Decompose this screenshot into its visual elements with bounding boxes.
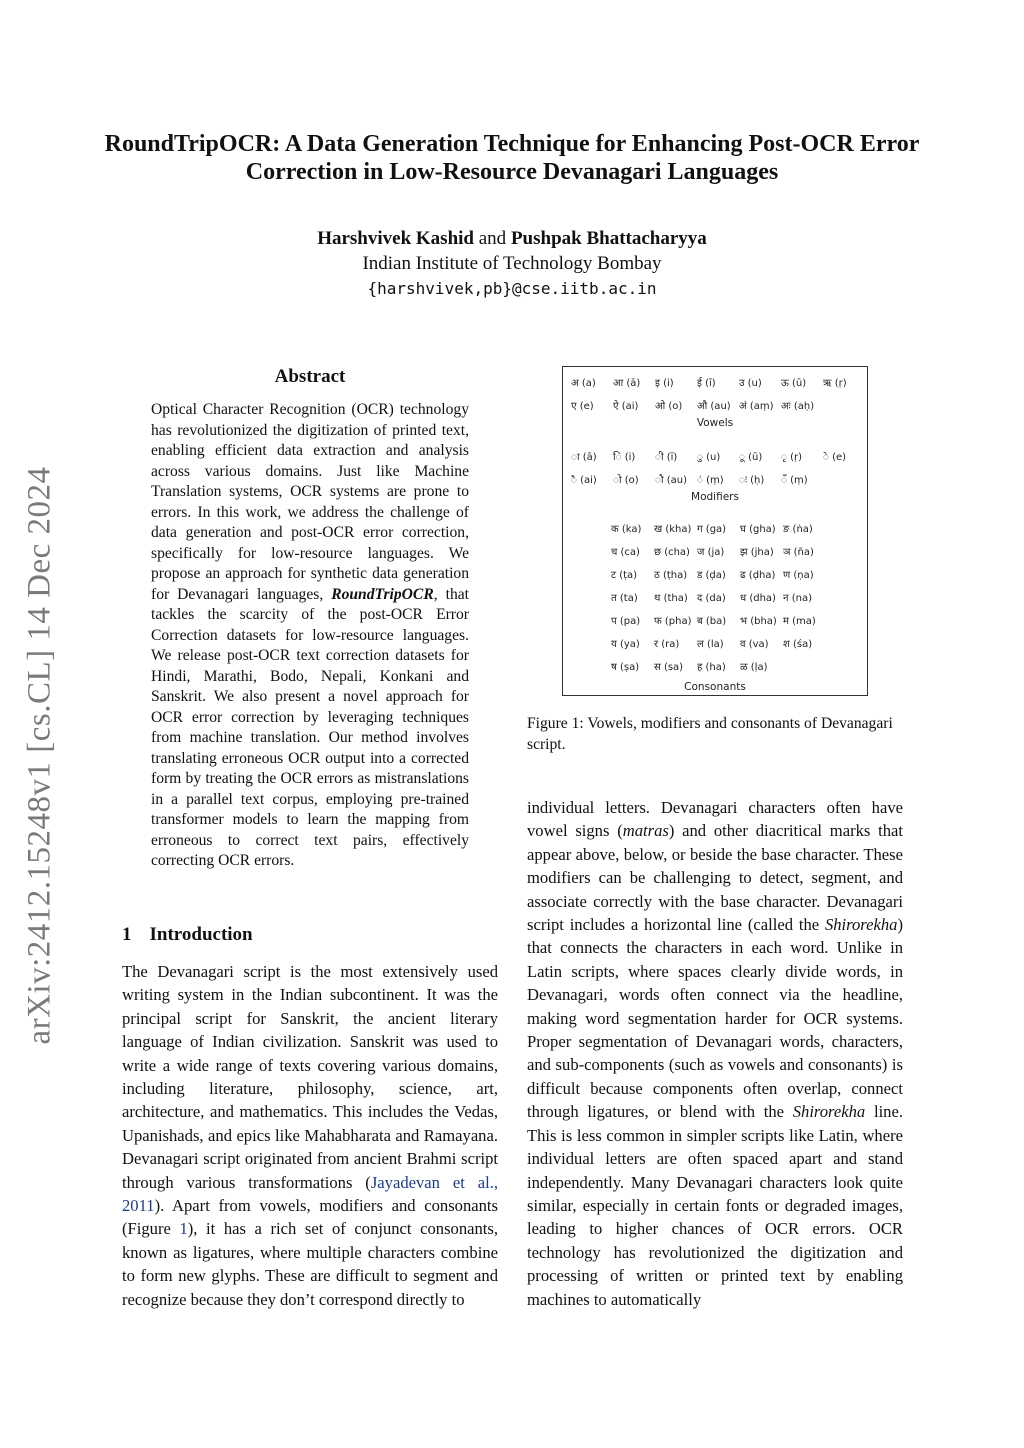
vowel-cell: अः (aḥ): [781, 401, 815, 412]
affiliation: Indian Institute of Technology Bombay: [362, 253, 662, 274]
consonant-cell: फ (pha): [654, 616, 692, 627]
paper-title: RoundTripOCR: A Data Generation Technique for Enhancing Post-OCR Error Correction in Low-Resource Devanagari Languages: [104, 131, 920, 185]
vowel-cell: ऊ (ū): [781, 378, 807, 389]
consonant-cell: ढ (ḍha): [740, 570, 776, 581]
citation-link[interactable]: Jayadevan et al., 2011: [122, 1172, 498, 1216]
abstract-body: Optical Character Recognition (OCR) technology has revolutionized the digitization of printed text, enabling efficient data extraction and analysis across various domains. Just like Machine Translation systems, OCR systems are prone to errors. In this work, we address the challenge of data generation and post-OCR error correction, specifically for low-resource languages. We propose an approach for synthetic data generation for Devanagari languages, RoundTripOCR, that tackles the scarcity of the post-OCR Error Correction datasets for low-resource languages. We release post-OCR text correction datasets for Hindi, Marathi, Bodo, Nepali, Konkani and Sanskrit. We also present a novel approach for OCR error correction by leveraging techniques from machine translation. Our method involves translating erroneous OCR output into a corrected form by treating the OCR errors as mistranslations in a parallel text corpus, employing pre-trained transformer models to learn the mapping from erroneous to correct text pairs, effectively correcting OCR errors.: [151, 401, 469, 869]
modifier-cell: ु (u): [697, 452, 721, 463]
consonant-cell: च (ca): [611, 547, 640, 558]
consonant-cell: ग (ga): [697, 524, 727, 535]
modifier-cell: ः (ḥ): [739, 475, 765, 486]
consonant-cell: ल (la): [697, 639, 724, 650]
consonant-cell: ब (ba): [697, 616, 727, 627]
modifier-cell: े (e): [823, 452, 847, 463]
author-conjunction: and: [478, 228, 507, 249]
consonant-cell: ष (ṣa): [611, 662, 640, 673]
section-title: Introduction: [149, 924, 253, 945]
modifier-cell: ं (ṃ): [697, 475, 724, 486]
consonant-cell: छ (cha): [654, 547, 690, 558]
consonant-row: [563, 567, 867, 583]
section-heading-introduction: [122, 924, 253, 946]
consonant-cell: ठ (ṭha): [654, 570, 688, 581]
author-email: {harshvivek,pb}@cse.iitb.ac.in: [367, 279, 657, 298]
modifier-row: [563, 449, 867, 465]
consonant-cell: ह (ha): [697, 662, 726, 673]
devanagari-figure: [562, 366, 868, 696]
consonant-cell: ड (ḍa): [697, 570, 726, 581]
introduction-left-column: The Devanagari script is the most extensively used writing system in the Indian subcontinent. It was the principal script for Sanskrit, the ancient literary language of Indian civilization. Sanskrit was used to write a wide range of texts covering various domains, including literature, philosophy, science, art, architecture, and mathematics. This includes the Vedas, Upanishads, and epics like Mahabharata and Ramayana. Devanagari script originated from ancient Brahmi script through various transformations (Jayadevan et al., 2011). Apart from vowels, modifiers and consonants (Figure 1), it has a rich set of conjunct consonants, known as ligatures, where multiple characters combine to form new glyphs. These are difficult to segment and recognize because they don’t correspond directly to: [122, 962, 498, 1309]
vowel-cell: उ (u): [739, 378, 762, 389]
consonant-cell: द (da): [697, 593, 726, 604]
vowel-cell: ई (ī): [697, 378, 716, 389]
consonant-cell: ध (dha): [740, 593, 776, 604]
author-1: Harshvivek Kashid: [317, 228, 474, 249]
section-number: 1: [122, 924, 132, 945]
modifier-cell: ँ (ṃ): [781, 475, 808, 486]
consonants-label: Consonants: [684, 681, 746, 693]
vowel-row: [563, 375, 867, 391]
consonant-cell: क (ka): [611, 524, 642, 535]
consonant-row: [563, 590, 867, 606]
consonant-cell: न (na): [783, 593, 812, 604]
vowel-cell: अ (a): [571, 378, 596, 389]
consonant-cell: भ (bha): [740, 616, 777, 627]
modifier-cell: ै (ai): [571, 475, 597, 486]
modifier-cell: ी (ī): [655, 452, 678, 463]
consonant-cell: प (pa): [611, 616, 641, 627]
consonant-cell: घ (gha): [740, 524, 776, 535]
modifier-cell: ौ (au): [655, 475, 687, 486]
vowel-cell: अं (aṃ): [739, 401, 774, 412]
vowel-cell: ऐ (ai): [613, 401, 639, 412]
modifier-cell: ो (o): [613, 475, 639, 486]
vowel-cell: औ (au): [697, 401, 731, 412]
vowel-cell: ओ (o): [655, 401, 683, 412]
consonant-cell: ण (ṇa): [783, 570, 814, 581]
modifier-cell: ू (ū): [739, 452, 763, 463]
figure-caption: Figure 1: Vowels, modifiers and consonants of Devanagari script.: [527, 715, 893, 753]
consonant-cell: व (va): [740, 639, 769, 650]
consonant-cell: म (ma): [783, 616, 816, 627]
consonant-cell: य (ya): [611, 639, 640, 650]
consonant-cell: झ (jha): [740, 547, 774, 558]
vowels-label: Vowels: [696, 417, 734, 429]
consonant-cell: र (ra): [654, 639, 680, 650]
modifier-cell: ृ (ṛ): [781, 452, 803, 463]
modifier-cell: ि (i): [613, 452, 636, 463]
modifiers-label: Modifiers: [691, 491, 739, 503]
consonant-cell: त (ta): [611, 593, 638, 604]
consonant-row: [563, 521, 867, 537]
modifier-row: [563, 472, 867, 488]
vowel-cell: ऋ (ṛ): [823, 378, 847, 389]
figure-reference-link[interactable]: 1: [179, 1219, 188, 1239]
vowel-row: [563, 398, 867, 414]
author-names: [100, 226, 924, 251]
consonant-cell: श (śa): [783, 639, 813, 650]
author-block: [100, 226, 924, 301]
consonant-cell: ट (ṭa): [611, 570, 638, 581]
arxiv-identifier: arXiv:2412.15248v1 [cs.CL] 14 Dec 2024: [21, 465, 58, 1045]
consonant-cell: ळ (ḷa): [740, 662, 768, 673]
consonant-cell: ज (ja): [697, 547, 725, 558]
modifier-cell: ा (ā): [571, 452, 597, 463]
consonant-cell: ञ (ña): [783, 547, 814, 558]
consonant-cell: स (sa): [654, 662, 684, 673]
vowel-cell: ए (e): [571, 401, 594, 412]
consonant-cell: ख (kha): [654, 524, 692, 535]
vowel-cell: आ (ā): [613, 378, 641, 389]
consonant-cell: थ (tha): [654, 593, 688, 604]
method-name: RoundTripOCR: [331, 585, 434, 603]
consonant-cell: ङ (ṅa): [783, 524, 813, 535]
consonant-row: [563, 659, 867, 675]
abstract-heading: Abstract: [274, 366, 346, 387]
vowel-cell: इ (i): [655, 378, 674, 389]
consonant-row: [563, 544, 867, 560]
author-2: Pushpak Bhattacharyya: [510, 228, 707, 249]
consonant-row: [563, 636, 867, 652]
consonant-row: [563, 613, 867, 629]
introduction-right-column: individual letters. Devanagari characters often have vowel signs (matras) and other diacritical marks that appear above, below, or beside the base character. These modifiers can be challenging to detect, segment, and associate correctly with the base character. Devanagari script includes a horizontal line (called the Shirorekha) that connects the characters in each word. Unlike in Latin scripts, where spaces clearly divide words, in Devanagari, words often connect via the headline, making word segmentation harder for OCR systems. Proper segmentation of Devanagari words, characters, and sub-components (such as vowels and consonants) is difficult because components often overlap, connect through ligatures, or blend with the Shirorekha line. This is less common in simpler scripts like Latin, where individual letters are often spaced apart and stand independently. Many Devanagari characters look quite similar, especially in certain fonts or degraded images, leading to higher chances of OCR errors. OCR technology has revolutionized the digitization and processing of written or printed text by enabling machines to automatically: [527, 798, 904, 1309]
